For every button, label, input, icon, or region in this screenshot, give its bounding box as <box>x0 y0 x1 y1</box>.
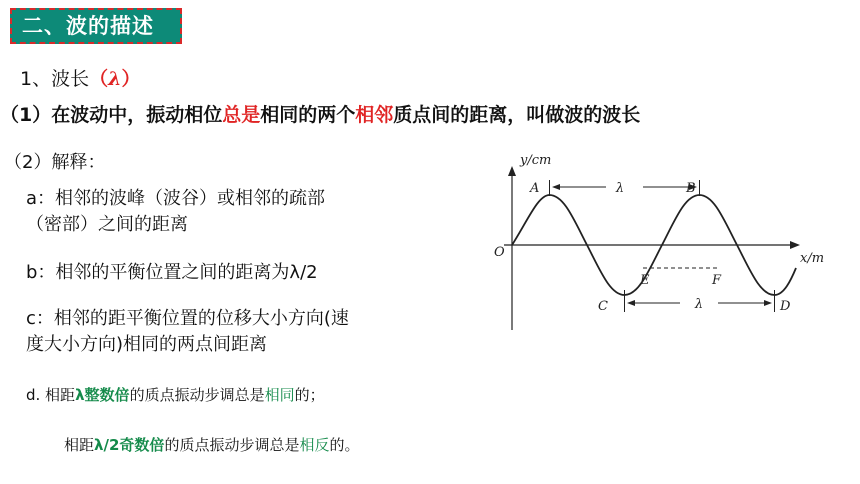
arrowhead <box>764 300 772 306</box>
note-text: 相距 <box>64 436 95 454</box>
point-c-label: C <box>598 299 608 314</box>
note-highlight: 相反 <box>299 436 330 454</box>
explanation-item-a <box>26 186 456 238</box>
wavelength-definition <box>0 100 640 127</box>
item-a-line2: （密部）之间的距离 <box>26 214 188 235</box>
definition-part: 质点间的距离，叫做波的波长 <box>393 104 641 126</box>
note-highlight: λ/2奇数倍 <box>94 436 165 454</box>
definition-highlight-adjacent: 相邻 <box>355 104 394 126</box>
point-b-label: B <box>686 181 696 196</box>
point-f-label: F <box>712 273 722 288</box>
item-a-line1: a：相邻的波峰（波谷）或相邻的疏部 <box>26 188 326 209</box>
explanation-heading: （2）解释： <box>4 152 106 173</box>
y-axis-label: y/cm <box>520 153 552 168</box>
definition-highlight-always: 总是 <box>222 104 261 126</box>
wave-diagram <box>488 150 848 340</box>
note-text: 的质点振动步调总是 <box>164 436 300 454</box>
x-axis-arrow <box>790 241 800 249</box>
x-axis-label: x/m <box>800 251 825 266</box>
wavelength-heading-text: 1、波长 <box>20 68 90 90</box>
note-odd-half-multiple <box>64 434 359 455</box>
point-e-label: E <box>640 273 650 288</box>
paren-open: （ <box>89 68 109 90</box>
note-text: d. 相距 <box>26 386 76 404</box>
explanation-item-c <box>26 306 496 358</box>
note-highlight: λ整数倍 <box>75 386 130 404</box>
definition-part: 相同的两个 <box>260 104 356 126</box>
lambda-symbol: λ <box>108 68 122 90</box>
wavelength-heading <box>20 64 140 91</box>
item-c-line1: c：相邻的距平衡位置的位移大小方向(速 <box>26 308 349 329</box>
note-text: 的质点振动步调总是 <box>129 386 265 404</box>
lambda-label-bottom: λ <box>694 297 704 312</box>
y-axis-arrow <box>508 166 516 176</box>
arrowhead <box>627 300 635 306</box>
section-title: 二、波的描述 <box>10 8 182 44</box>
arrowhead <box>552 184 560 190</box>
note-highlight: 相同 <box>264 386 295 404</box>
note-text: 的； <box>294 386 325 404</box>
point-d-label: D <box>780 299 791 314</box>
explanation-item-b: b：相邻的平衡位置之间的距离为λ/2 <box>26 262 318 283</box>
item-c-line2: 度大小方向)相同的两点间距离 <box>26 334 268 355</box>
note-text: 的。 <box>329 436 360 454</box>
lambda-label-top: λ <box>615 181 625 196</box>
note-integer-multiple <box>26 384 325 405</box>
origin-label: O <box>494 245 505 260</box>
paren-close: ） <box>121 68 141 90</box>
point-a-label: A <box>530 181 540 196</box>
definition-part: （1）在波动中，振动相位 <box>0 104 223 126</box>
